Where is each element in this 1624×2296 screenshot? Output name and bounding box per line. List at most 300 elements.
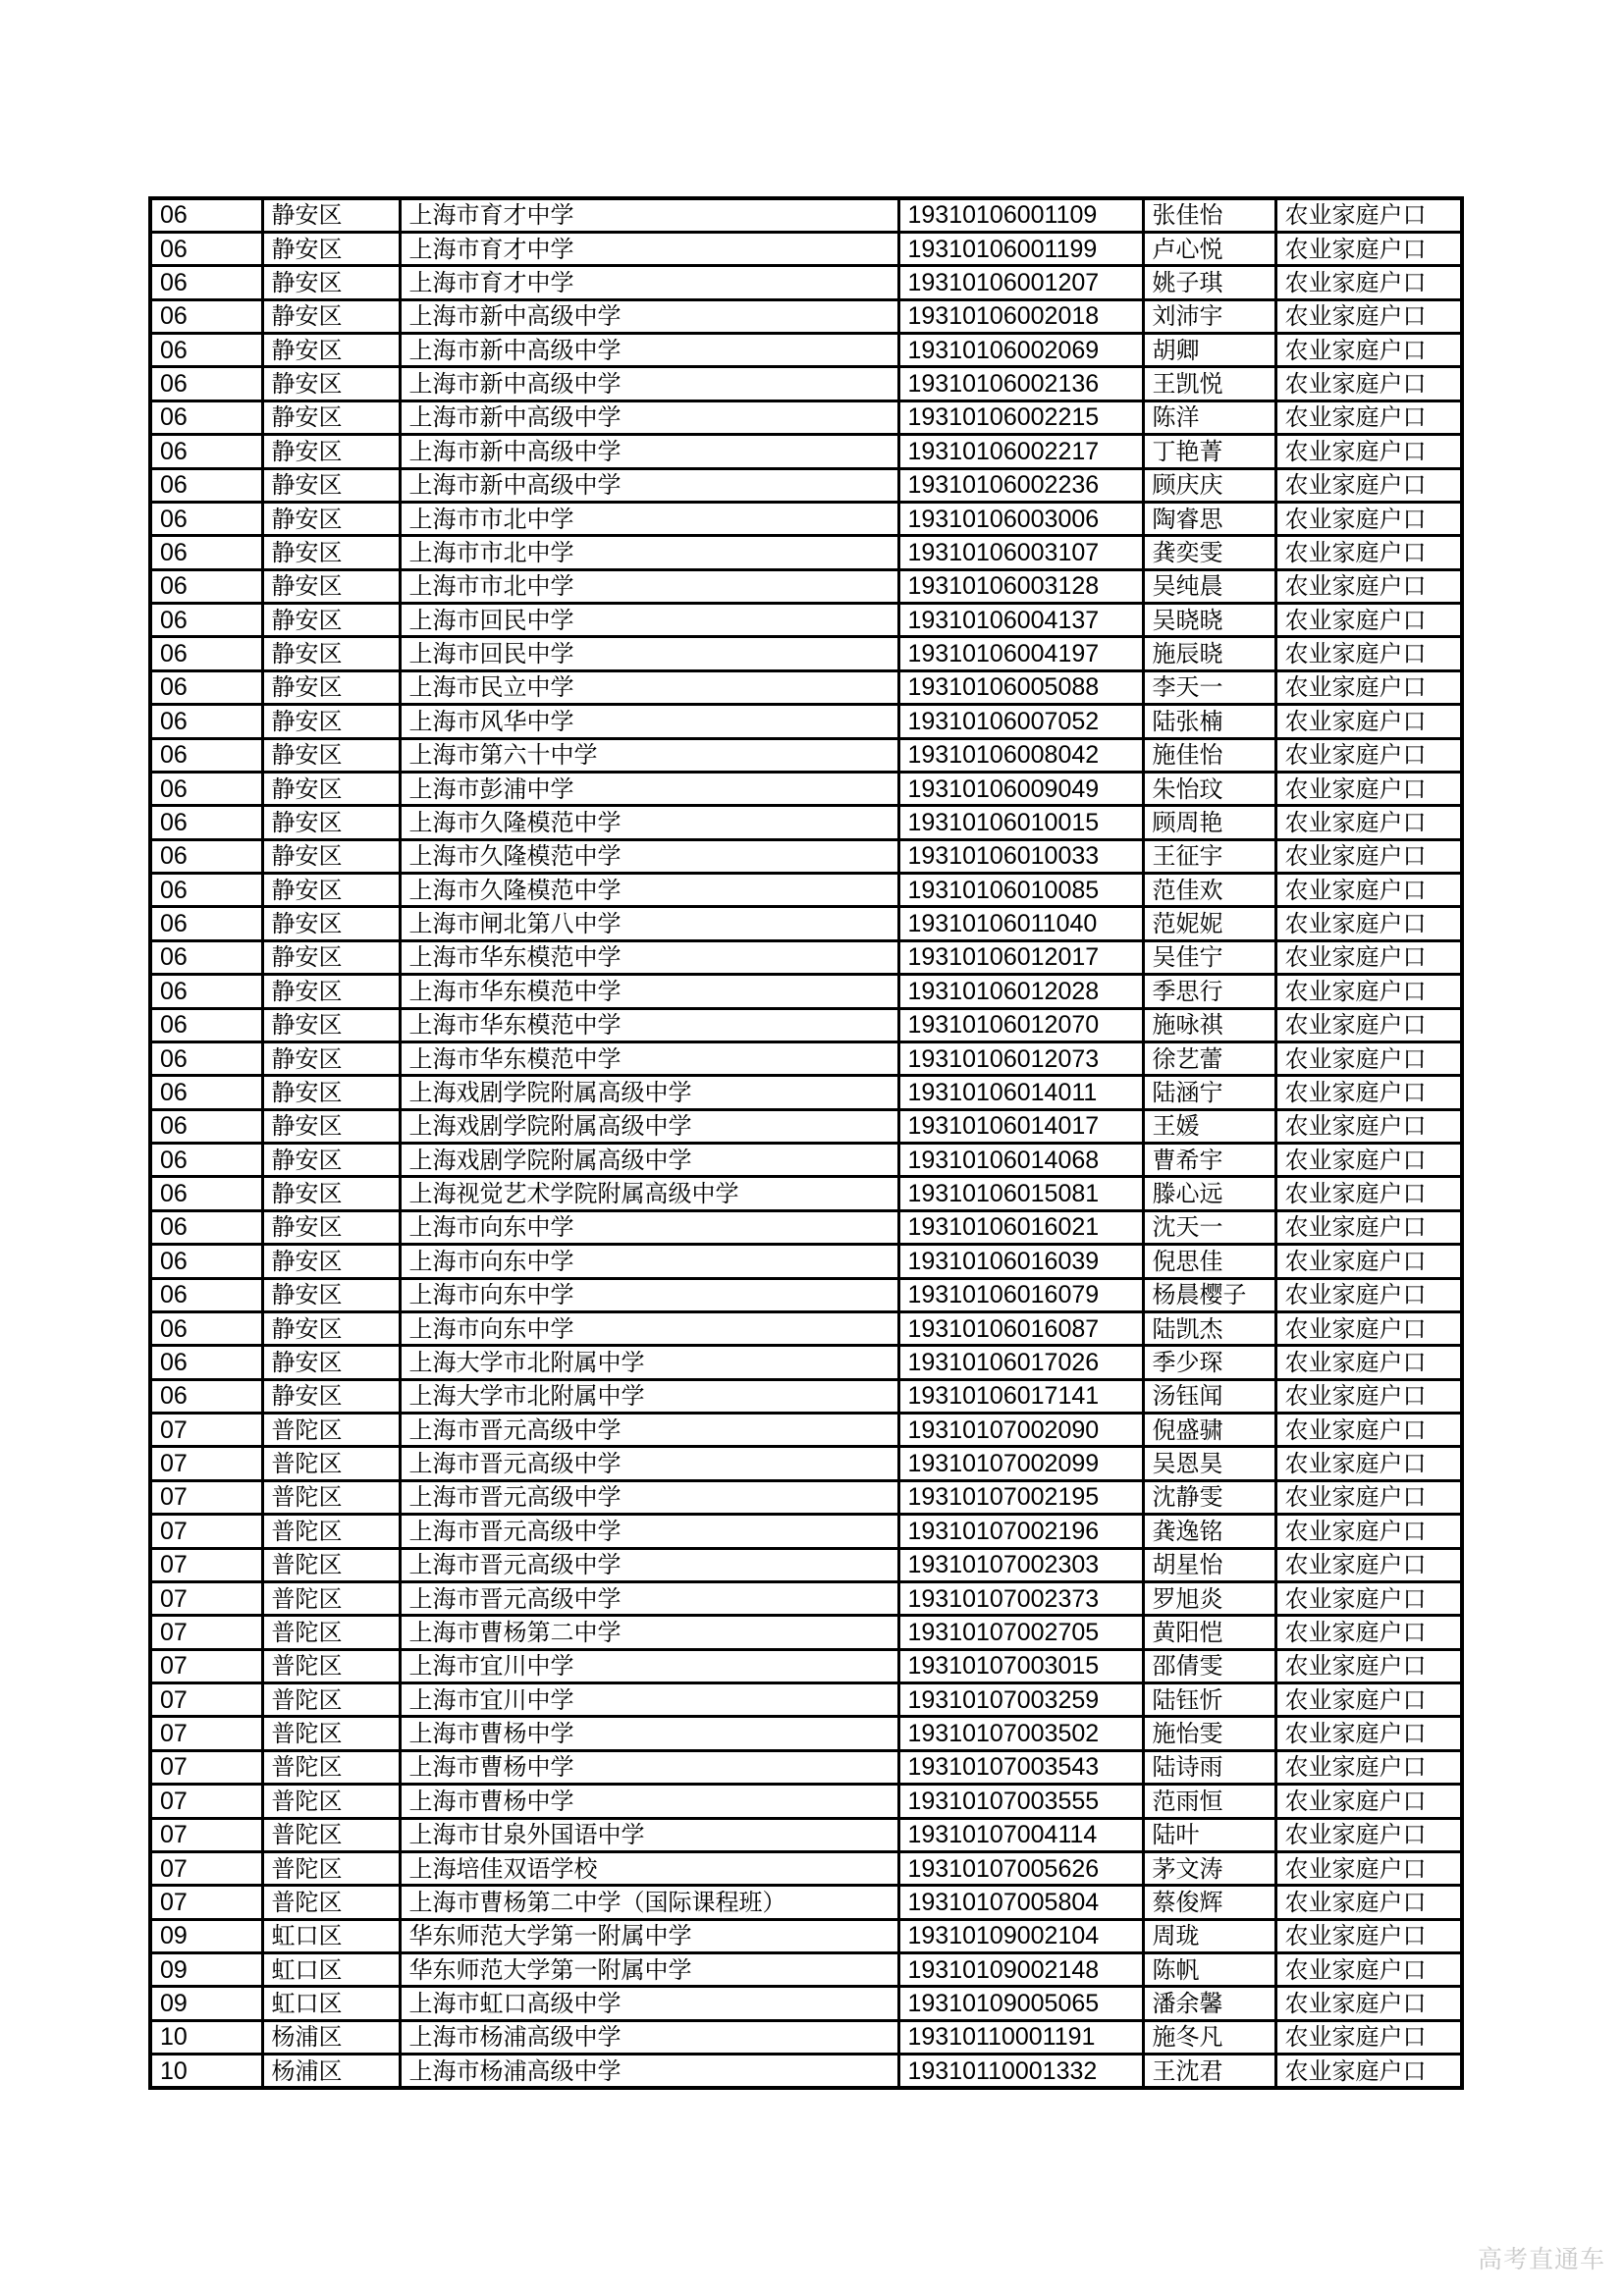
cell-exam-number: 19310107002303 <box>898 1548 1143 1581</box>
cell-exam-number: 19310107002373 <box>898 1581 1143 1615</box>
cell-household-type: 农业家庭户口 <box>1275 1245 1462 1278</box>
table-row <box>150 400 1462 434</box>
cell-exam-number: 19310106004137 <box>898 604 1143 637</box>
cell-exam-number: 19310107005626 <box>898 1851 1143 1885</box>
cell-student-name: 顾庆庆 <box>1143 468 1275 502</box>
cell-household-type: 农业家庭户口 <box>1275 604 1462 637</box>
cell-district-name: 虹口区 <box>262 1987 400 2020</box>
cell-exam-number: 19310107003015 <box>898 1649 1143 1682</box>
cell-exam-number: 19310106007052 <box>898 705 1143 738</box>
cell-student-name: 施佳怡 <box>1143 738 1275 772</box>
cell-student-name: 潘余馨 <box>1143 1987 1275 2020</box>
cell-school-name: 上海大学市北附属中学 <box>400 1379 898 1413</box>
cell-household-type: 农业家庭户口 <box>1275 940 1462 974</box>
cell-district-name: 静安区 <box>262 839 400 873</box>
cell-district-code: 07 <box>150 1581 262 1615</box>
cell-student-name: 吴恩昊 <box>1143 1447 1275 1480</box>
cell-district-name: 静安区 <box>262 1379 400 1413</box>
cell-school-name: 上海市新中高级中学 <box>400 468 898 502</box>
table-row <box>150 1953 1462 1987</box>
table-row <box>150 1851 1462 1885</box>
cell-student-name: 沈静雯 <box>1143 1480 1275 1514</box>
cell-school-name: 上海市闸北第八中学 <box>400 907 898 940</box>
cell-school-name: 上海戏剧学院附属高级中学 <box>400 1144 898 1177</box>
cell-school-name: 华东师范大学第一附属中学 <box>400 1919 898 1952</box>
cell-exam-number: 19310106003128 <box>898 569 1143 603</box>
cell-district-name: 静安区 <box>262 806 400 839</box>
cell-district-code: 10 <box>150 2020 262 2054</box>
cell-exam-number: 19310106016087 <box>898 1311 1143 1345</box>
cell-school-name: 上海市杨浦高级中学 <box>400 2055 898 2088</box>
cell-household-type: 农业家庭户口 <box>1275 232 1462 265</box>
cell-household-type: 农业家庭户口 <box>1275 806 1462 839</box>
cell-district-name: 静安区 <box>262 569 400 603</box>
cell-household-type: 农业家庭户口 <box>1275 2020 1462 2054</box>
cell-student-name: 陆凯杰 <box>1143 1311 1275 1345</box>
cell-student-name: 滕心远 <box>1143 1177 1275 1210</box>
cell-district-code: 06 <box>150 806 262 839</box>
cell-household-type: 农业家庭户口 <box>1275 1987 1462 2020</box>
cell-school-name: 上海培佳双语学校 <box>400 1851 898 1885</box>
cell-district-code: 06 <box>150 705 262 738</box>
cell-household-type: 农业家庭户口 <box>1275 1683 1462 1717</box>
cell-school-name: 上海市华东模范中学 <box>400 940 898 974</box>
cell-household-type: 农业家庭户口 <box>1275 637 1462 670</box>
cell-district-code: 06 <box>150 1311 262 1345</box>
cell-district-code: 06 <box>150 502 262 535</box>
cell-exam-number: 19310106002215 <box>898 400 1143 434</box>
table-row <box>150 334 1462 367</box>
table-row <box>150 907 1462 940</box>
table-row <box>150 1041 1462 1075</box>
cell-district-code: 09 <box>150 1919 262 1952</box>
cell-school-name: 上海视觉艺术学院附属高级中学 <box>400 1177 898 1210</box>
cell-district-name: 杨浦区 <box>262 2020 400 2054</box>
cell-district-code: 06 <box>150 1245 262 1278</box>
table-row <box>150 839 1462 873</box>
cell-district-code: 06 <box>150 772 262 805</box>
cell-household-type: 农业家庭户口 <box>1275 198 1462 232</box>
cell-student-name: 胡卿 <box>1143 334 1275 367</box>
cell-student-name: 吴佳宁 <box>1143 940 1275 974</box>
cell-exam-number: 19310106005088 <box>898 670 1143 704</box>
table-row <box>150 806 1462 839</box>
cell-household-type: 农业家庭户口 <box>1275 975 1462 1008</box>
table-row <box>150 1581 1462 1615</box>
cell-district-name: 普陀区 <box>262 1480 400 1514</box>
cell-district-code: 07 <box>150 1616 262 1649</box>
cell-district-name: 普陀区 <box>262 1750 400 1784</box>
cell-school-name: 上海市彭浦中学 <box>400 772 898 805</box>
cell-household-type: 农业家庭户口 <box>1275 772 1462 805</box>
cell-school-name: 上海大学市北附属中学 <box>400 1346 898 1379</box>
cell-household-type: 农业家庭户口 <box>1275 1379 1462 1413</box>
cell-exam-number: 19310106012073 <box>898 1041 1143 1075</box>
cell-district-name: 静安区 <box>262 232 400 265</box>
cell-exam-number: 19310109002148 <box>898 1953 1143 1987</box>
cell-district-name: 静安区 <box>262 198 400 232</box>
cell-household-type: 农业家庭户口 <box>1275 1616 1462 1649</box>
cell-exam-number: 19310106014011 <box>898 1076 1143 1109</box>
cell-district-name: 静安区 <box>262 1210 400 1244</box>
cell-student-name: 施怡雯 <box>1143 1717 1275 1750</box>
cell-student-name: 罗旭炎 <box>1143 1581 1275 1615</box>
cell-district-name: 静安区 <box>262 266 400 299</box>
cell-exam-number: 19310106001207 <box>898 266 1143 299</box>
cell-district-code: 06 <box>150 738 262 772</box>
cell-exam-number: 19310106002236 <box>898 468 1143 502</box>
cell-household-type: 农业家庭户口 <box>1275 536 1462 569</box>
student-table-body <box>150 198 1462 2088</box>
cell-student-name: 陆诗雨 <box>1143 1750 1275 1784</box>
table-row <box>150 1447 1462 1480</box>
cell-district-code: 06 <box>150 1278 262 1311</box>
watermark: 高考直通车 <box>1478 2245 1606 2273</box>
cell-district-code: 06 <box>150 940 262 974</box>
cell-school-name: 上海市新中高级中学 <box>400 299 898 333</box>
cell-district-code: 06 <box>150 637 262 670</box>
cell-school-name: 上海市晋元高级中学 <box>400 1515 898 1548</box>
cell-household-type: 农业家庭户口 <box>1275 266 1462 299</box>
cell-school-name: 上海市曹杨第二中学 <box>400 1616 898 1649</box>
table-row <box>150 1245 1462 1278</box>
table-row <box>150 502 1462 535</box>
cell-household-type: 农业家庭户口 <box>1275 1311 1462 1345</box>
cell-household-type: 农业家庭户口 <box>1275 705 1462 738</box>
cell-school-name: 上海市宜川中学 <box>400 1683 898 1717</box>
cell-school-name: 上海市新中高级中学 <box>400 400 898 434</box>
cell-district-name: 静安区 <box>262 738 400 772</box>
cell-exam-number: 19310106009049 <box>898 772 1143 805</box>
cell-district-code: 06 <box>150 604 262 637</box>
table-row <box>150 1886 1462 1919</box>
cell-household-type: 农业家庭户口 <box>1275 1750 1462 1784</box>
cell-district-code: 07 <box>150 1480 262 1514</box>
cell-school-name: 上海市虹口高级中学 <box>400 1987 898 2020</box>
table-row <box>150 1076 1462 1109</box>
cell-school-name: 上海市久隆模范中学 <box>400 839 898 873</box>
cell-exam-number: 19310106010085 <box>898 874 1143 907</box>
cell-household-type: 农业家庭户口 <box>1275 839 1462 873</box>
cell-district-code: 07 <box>150 1851 262 1885</box>
cell-exam-number: 19310109005065 <box>898 1987 1143 2020</box>
cell-student-name: 陈洋 <box>1143 400 1275 434</box>
table-row <box>150 940 1462 974</box>
cell-school-name: 上海市晋元高级中学 <box>400 1548 898 1581</box>
cell-household-type: 农业家庭户口 <box>1275 874 1462 907</box>
cell-household-type: 农业家庭户口 <box>1275 1346 1462 1379</box>
table-row <box>150 536 1462 569</box>
cell-school-name: 上海市第六十中学 <box>400 738 898 772</box>
cell-district-name: 普陀区 <box>262 1515 400 1548</box>
cell-district-code: 06 <box>150 299 262 333</box>
cell-school-name: 上海市向东中学 <box>400 1245 898 1278</box>
cell-student-name: 陶睿思 <box>1143 502 1275 535</box>
cell-school-name: 上海市向东中学 <box>400 1210 898 1244</box>
cell-exam-number: 19310106012017 <box>898 940 1143 974</box>
table-row <box>150 435 1462 468</box>
cell-exam-number: 19310107003543 <box>898 1750 1143 1784</box>
cell-school-name: 上海市华东模范中学 <box>400 975 898 1008</box>
cell-district-code: 06 <box>150 1346 262 1379</box>
cell-exam-number: 19310106010033 <box>898 839 1143 873</box>
cell-district-name: 静安区 <box>262 874 400 907</box>
cell-district-code: 09 <box>150 1987 262 2020</box>
cell-student-name: 吴晓晓 <box>1143 604 1275 637</box>
cell-exam-number: 19310106002069 <box>898 334 1143 367</box>
cell-district-name: 静安区 <box>262 1109 400 1143</box>
cell-district-name: 静安区 <box>262 1278 400 1311</box>
table-row <box>150 1683 1462 1717</box>
table-row <box>150 738 1462 772</box>
cell-district-name: 静安区 <box>262 334 400 367</box>
cell-student-name: 张佳怡 <box>1143 198 1275 232</box>
cell-district-name: 静安区 <box>262 468 400 502</box>
cell-exam-number: 19310107003259 <box>898 1683 1143 1717</box>
cell-school-name: 上海市育才中学 <box>400 232 898 265</box>
cell-exam-number: 19310106001199 <box>898 232 1143 265</box>
table-row <box>150 1311 1462 1345</box>
cell-district-name: 普陀区 <box>262 1548 400 1581</box>
table-row <box>150 1818 1462 1851</box>
cell-school-name: 上海市曹杨中学 <box>400 1785 898 1818</box>
cell-district-code: 07 <box>150 1414 262 1447</box>
cell-student-name: 朱怡玟 <box>1143 772 1275 805</box>
cell-student-name: 邵倩雯 <box>1143 1649 1275 1682</box>
cell-exam-number: 19310106016039 <box>898 1245 1143 1278</box>
cell-exam-number: 19310106002018 <box>898 299 1143 333</box>
cell-student-name: 蔡俊辉 <box>1143 1886 1275 1919</box>
cell-district-code: 06 <box>150 975 262 1008</box>
cell-district-name: 静安区 <box>262 1041 400 1075</box>
cell-district-code: 06 <box>150 1008 262 1041</box>
cell-exam-number: 19310110001191 <box>898 2020 1143 2054</box>
cell-student-name: 汤钰闻 <box>1143 1379 1275 1413</box>
cell-household-type: 农业家庭户口 <box>1275 1210 1462 1244</box>
cell-school-name: 上海市新中高级中学 <box>400 334 898 367</box>
cell-district-name: 静安区 <box>262 637 400 670</box>
cell-district-name: 静安区 <box>262 772 400 805</box>
cell-student-name: 茅文涛 <box>1143 1851 1275 1885</box>
cell-exam-number: 19310109002104 <box>898 1919 1143 1952</box>
cell-district-name: 静安区 <box>262 670 400 704</box>
cell-student-name: 曹希宇 <box>1143 1144 1275 1177</box>
table-row <box>150 2055 1462 2088</box>
cell-household-type: 农业家庭户口 <box>1275 1649 1462 1682</box>
cell-school-name: 上海戏剧学院附属高级中学 <box>400 1109 898 1143</box>
cell-household-type: 农业家庭户口 <box>1275 569 1462 603</box>
table-row <box>150 1480 1462 1514</box>
cell-student-name: 顾周艳 <box>1143 806 1275 839</box>
cell-student-name: 龚奕雯 <box>1143 536 1275 569</box>
cell-district-name: 静安区 <box>262 1008 400 1041</box>
cell-student-name: 徐艺蕾 <box>1143 1041 1275 1075</box>
cell-student-name: 丁艳菁 <box>1143 435 1275 468</box>
cell-district-name: 普陀区 <box>262 1581 400 1615</box>
cell-district-name: 静安区 <box>262 400 400 434</box>
cell-household-type: 农业家庭户口 <box>1275 502 1462 535</box>
table-row <box>150 1919 1462 1952</box>
table-row <box>150 1346 1462 1379</box>
cell-household-type: 农业家庭户口 <box>1275 670 1462 704</box>
cell-student-name: 王凯悦 <box>1143 367 1275 400</box>
cell-household-type: 农业家庭户口 <box>1275 907 1462 940</box>
cell-household-type: 农业家庭户口 <box>1275 1008 1462 1041</box>
cell-exam-number: 19310107002705 <box>898 1616 1143 1649</box>
cell-school-name: 华东师范大学第一附属中学 <box>400 1953 898 1987</box>
cell-household-type: 农业家庭户口 <box>1275 1548 1462 1581</box>
cell-household-type: 农业家庭户口 <box>1275 468 1462 502</box>
table-row <box>150 1144 1462 1177</box>
table-row <box>150 299 1462 333</box>
cell-district-name: 虹口区 <box>262 1953 400 1987</box>
cell-exam-number: 19310106017141 <box>898 1379 1143 1413</box>
cell-exam-number: 19310106004197 <box>898 637 1143 670</box>
cell-household-type: 农业家庭户口 <box>1275 1919 1462 1952</box>
cell-district-code: 06 <box>150 1076 262 1109</box>
cell-exam-number: 19310107002196 <box>898 1515 1143 1548</box>
cell-student-name: 倪盛骕 <box>1143 1414 1275 1447</box>
cell-district-code: 06 <box>150 1109 262 1143</box>
cell-school-name: 上海市曹杨中学 <box>400 1750 898 1784</box>
cell-district-code: 07 <box>150 1515 262 1548</box>
cell-student-name: 胡星怡 <box>1143 1548 1275 1581</box>
cell-student-name: 沈天一 <box>1143 1210 1275 1244</box>
table-row <box>150 1649 1462 1682</box>
cell-school-name: 上海市甘泉外国语中学 <box>400 1818 898 1851</box>
cell-district-name: 普陀区 <box>262 1616 400 1649</box>
cell-school-name: 上海市风华中学 <box>400 705 898 738</box>
cell-household-type: 农业家庭户口 <box>1275 1480 1462 1514</box>
cell-district-code: 06 <box>150 670 262 704</box>
cell-student-name: 龚逸铭 <box>1143 1515 1275 1548</box>
cell-district-name: 静安区 <box>262 299 400 333</box>
cell-exam-number: 19310106003107 <box>898 536 1143 569</box>
cell-district-name: 普陀区 <box>262 1717 400 1750</box>
cell-student-name: 周珑 <box>1143 1919 1275 1952</box>
cell-school-name: 上海市晋元高级中学 <box>400 1581 898 1615</box>
cell-district-name: 静安区 <box>262 367 400 400</box>
cell-student-name: 施冬凡 <box>1143 2020 1275 2054</box>
table-row <box>150 604 1462 637</box>
cell-household-type: 农业家庭户口 <box>1275 1717 1462 1750</box>
cell-district-name: 静安区 <box>262 1311 400 1345</box>
cell-school-name: 上海市杨浦高级中学 <box>400 2020 898 2054</box>
cell-student-name: 施咏祺 <box>1143 1008 1275 1041</box>
cell-exam-number: 19310106014068 <box>898 1144 1143 1177</box>
cell-district-code: 07 <box>150 1717 262 1750</box>
cell-school-name: 上海市向东中学 <box>400 1311 898 1345</box>
cell-district-name: 普陀区 <box>262 1886 400 1919</box>
cell-exam-number: 19310106014017 <box>898 1109 1143 1143</box>
cell-student-name: 陈帆 <box>1143 1953 1275 1987</box>
table-row <box>150 1008 1462 1041</box>
cell-household-type: 农业家庭户口 <box>1275 435 1462 468</box>
cell-school-name: 上海市宜川中学 <box>400 1649 898 1682</box>
cell-household-type: 农业家庭户口 <box>1275 1515 1462 1548</box>
cell-district-code: 07 <box>150 1447 262 1480</box>
cell-exam-number: 19310106002136 <box>898 367 1143 400</box>
table-row <box>150 637 1462 670</box>
cell-district-name: 普陀区 <box>262 1649 400 1682</box>
cell-household-type: 农业家庭户口 <box>1275 738 1462 772</box>
cell-district-code: 07 <box>150 1548 262 1581</box>
cell-district-code: 06 <box>150 198 262 232</box>
table-row <box>150 1109 1462 1143</box>
table-row <box>150 1717 1462 1750</box>
cell-household-type: 农业家庭户口 <box>1275 1953 1462 1987</box>
cell-exam-number: 19310106010015 <box>898 806 1143 839</box>
cell-exam-number: 19310106015081 <box>898 1177 1143 1210</box>
cell-exam-number: 19310107003555 <box>898 1785 1143 1818</box>
cell-district-name: 普陀区 <box>262 1683 400 1717</box>
cell-school-name: 上海市华东模范中学 <box>400 1041 898 1075</box>
cell-household-type: 农业家庭户口 <box>1275 1414 1462 1447</box>
cell-district-code: 06 <box>150 874 262 907</box>
cell-school-name: 上海市市北中学 <box>400 536 898 569</box>
cell-district-name: 静安区 <box>262 1177 400 1210</box>
cell-student-name: 杨晨樱子 <box>1143 1278 1275 1311</box>
cell-district-code: 06 <box>150 468 262 502</box>
cell-student-name: 季思行 <box>1143 975 1275 1008</box>
cell-school-name: 上海市育才中学 <box>400 266 898 299</box>
cell-student-name: 黄阳恺 <box>1143 1616 1275 1649</box>
cell-student-name: 王媛 <box>1143 1109 1275 1143</box>
table-row <box>150 569 1462 603</box>
cell-district-code: 09 <box>150 1953 262 1987</box>
cell-district-code: 06 <box>150 435 262 468</box>
cell-district-code: 10 <box>150 2055 262 2088</box>
cell-household-type: 农业家庭户口 <box>1275 1177 1462 1210</box>
cell-school-name: 上海市回民中学 <box>400 604 898 637</box>
cell-district-name: 静安区 <box>262 705 400 738</box>
cell-student-name: 李天一 <box>1143 670 1275 704</box>
table-row <box>150 2020 1462 2054</box>
cell-district-name: 静安区 <box>262 435 400 468</box>
cell-school-name: 上海市新中高级中学 <box>400 367 898 400</box>
cell-district-name: 普陀区 <box>262 1447 400 1480</box>
cell-student-name: 施辰晓 <box>1143 637 1275 670</box>
cell-household-type: 农业家庭户口 <box>1275 299 1462 333</box>
cell-student-name: 吴纯晨 <box>1143 569 1275 603</box>
cell-school-name: 上海市晋元高级中学 <box>400 1414 898 1447</box>
cell-district-code: 06 <box>150 334 262 367</box>
cell-district-code: 06 <box>150 1379 262 1413</box>
table-row <box>150 266 1462 299</box>
cell-household-type: 农业家庭户口 <box>1275 2055 1462 2088</box>
table-row <box>150 1177 1462 1210</box>
cell-student-name: 陆涵宁 <box>1143 1076 1275 1109</box>
cell-district-name: 静安区 <box>262 975 400 1008</box>
cell-district-name: 普陀区 <box>262 1414 400 1447</box>
table-row <box>150 1379 1462 1413</box>
cell-school-name: 上海戏剧学院附属高级中学 <box>400 1076 898 1109</box>
cell-household-type: 农业家庭户口 <box>1275 1886 1462 1919</box>
table-row <box>150 1750 1462 1784</box>
cell-school-name: 上海市久隆模范中学 <box>400 806 898 839</box>
cell-district-code: 06 <box>150 1177 262 1210</box>
cell-district-name: 虹口区 <box>262 1919 400 1952</box>
cell-school-name: 上海市市北中学 <box>400 502 898 535</box>
cell-district-code: 07 <box>150 1649 262 1682</box>
cell-student-name: 卢心悦 <box>1143 232 1275 265</box>
table-row <box>150 670 1462 704</box>
cell-student-name: 王征宇 <box>1143 839 1275 873</box>
table-row <box>150 1278 1462 1311</box>
cell-exam-number: 19310107002099 <box>898 1447 1143 1480</box>
cell-school-name: 上海市晋元高级中学 <box>400 1447 898 1480</box>
cell-student-name: 倪思佳 <box>1143 1245 1275 1278</box>
